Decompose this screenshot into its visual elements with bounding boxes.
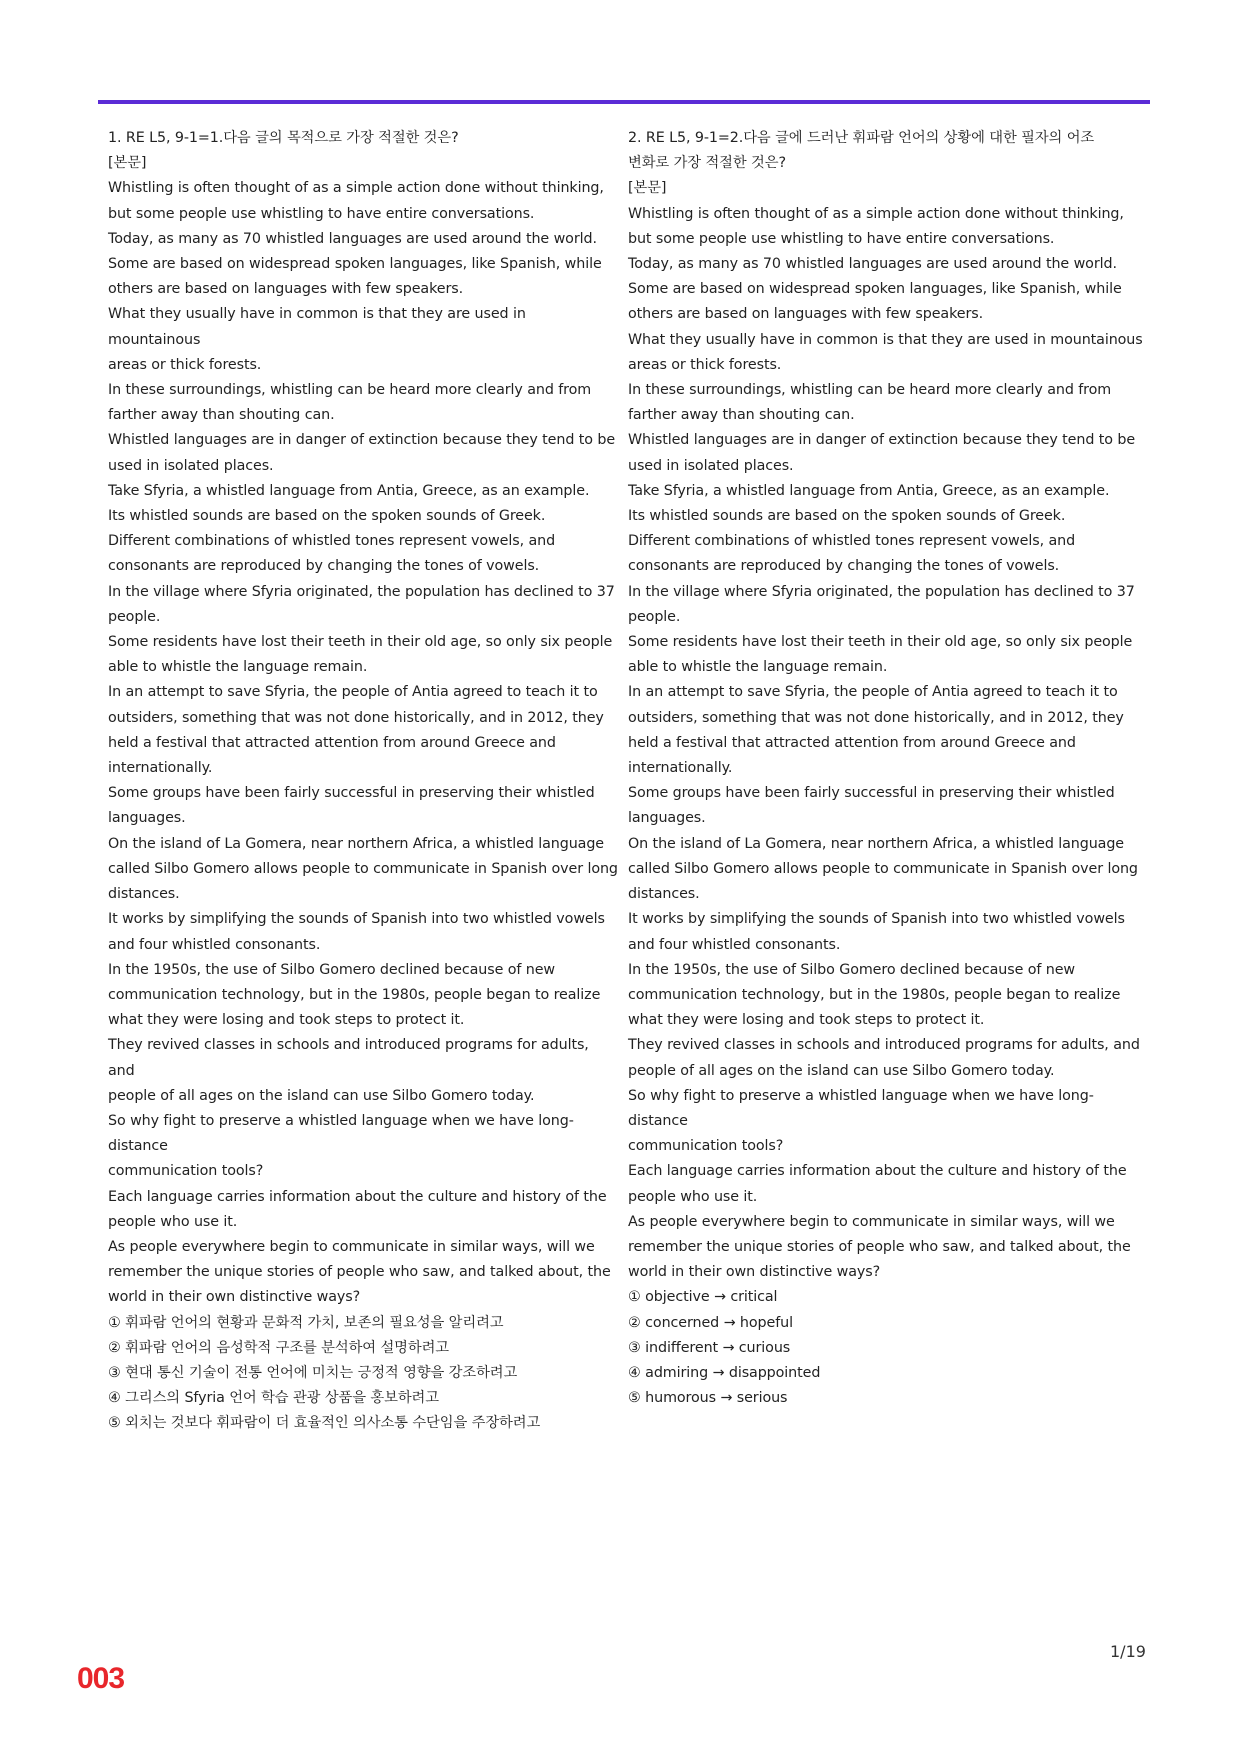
passage-line: communication tools?	[628, 1138, 784, 1155]
passage-line: Some groups have been fairly successful in preserving their whistled	[108, 785, 595, 802]
passage-line: In the 1950s, the use of Silbo Gomero declined because of new	[108, 961, 555, 978]
passage-line: Whistled languages are in danger of extinction because they tend to be	[628, 432, 1136, 449]
passage-line: others are based on languages with few speakers.	[108, 281, 464, 298]
passage-line: what they were losing and took steps to protect it.	[108, 1012, 465, 1029]
question-1	[108, 126, 618, 1437]
passage-line: remember the unique stories of people who saw, and talked about, the	[628, 1238, 1131, 1255]
page-number: 1/19	[1110, 1642, 1146, 1661]
passage-line: remember the unique stories of people who saw, and talked about, the	[108, 1264, 611, 1281]
passage-line: communication technology, but in the 1980s, people began to realize	[628, 986, 1121, 1003]
passage-line: Different combinations of whistled tones represent vowels, and	[628, 533, 1076, 550]
passage-line: In an attempt to save Sfyria, the people of Antia agreed to teach it to	[108, 684, 598, 701]
passage-line: areas or thick forests.	[108, 356, 262, 373]
answer-choice[interactable]: ⑤ 외치는 것보다 휘파람이 더 효율적인 의사소통 수단임을 주장하려고	[108, 1415, 541, 1432]
passage-line: Each language carries information about the culture and history of the	[628, 1163, 1127, 1180]
page-code: 003	[77, 1662, 125, 1695]
answer-choices	[108, 1311, 618, 1437]
answer-choice[interactable]: ② concerned → hopeful	[628, 1314, 793, 1331]
passage-line: In these surroundings, whistling can be heard more clearly and from	[628, 382, 1112, 399]
passage-line: They revived classes in schools and introduced programs for adults, and	[108, 1037, 594, 1079]
passage-line: In these surroundings, whistling can be heard more clearly and from	[108, 382, 592, 399]
passage-line: Each language carries information about the culture and history of the	[108, 1188, 607, 1205]
passage-line: Today, as many as 70 whistled languages are used around the world.	[628, 256, 1117, 273]
passage-line: people who use it.	[108, 1213, 238, 1230]
passage-line: In an attempt to save Sfyria, the people of Antia agreed to teach it to	[628, 684, 1118, 701]
passage-line: In the 1950s, the use of Silbo Gomero declined because of new	[628, 961, 1075, 978]
passage-line: languages.	[108, 810, 186, 827]
passage-line: areas or thick forests.	[628, 356, 782, 373]
passage-line: people who use it.	[628, 1188, 758, 1205]
passage-line: They revived classes in schools and introduced programs for adults, and	[628, 1037, 1140, 1054]
answer-choice[interactable]: ③ 현대 통신 기술이 전통 언어에 미치는 긍정적 영향을 강조하려고	[108, 1364, 518, 1381]
passage	[108, 176, 618, 1310]
passage-line: Some residents have lost their teeth in their old age, so only six people	[628, 634, 1133, 651]
question-2	[628, 126, 1148, 1411]
top-accent-rule	[98, 100, 1150, 104]
passage-line: In the village where Sfyria originated, the population has declined to 37	[108, 583, 615, 600]
passage-line: internationally.	[628, 760, 733, 777]
passage-line: and four whistled consonants.	[108, 936, 321, 953]
passage-line: Take Sfyria, a whistled language from Antia, Greece, as an example.	[628, 482, 1110, 499]
passage-line: used in isolated places.	[628, 457, 794, 474]
answer-choice[interactable]: ④ admiring → disappointed	[628, 1364, 821, 1381]
passage-line: So why fight to preserve a whistled language when we have long-distance	[628, 1087, 1094, 1129]
answer-choice[interactable]: ① 휘파람 언어의 현황과 문화적 가치, 보존의 필요성을 알리려고	[108, 1314, 504, 1331]
answer-choice[interactable]: ② 휘파람 언어의 음성학적 구조를 분석하여 설명하려고	[108, 1339, 450, 1356]
passage-line: As people everywhere begin to communicate in similar ways, will we	[108, 1238, 595, 1255]
passage-line: What they usually have in common is that they are used in mountainous	[628, 331, 1143, 348]
answer-choice[interactable]: ④ 그리스의 Sfyria 언어 학습 관광 상품을 홍보하려고	[108, 1390, 439, 1407]
passage-line: Whistling is often thought of as a simple action done without thinking,	[108, 180, 604, 197]
passage-line: In the village where Sfyria originated, the population has declined to 37	[628, 583, 1135, 600]
passage-line: held a festival that attracted attention from around Greece and	[108, 734, 556, 751]
passage-line: outsiders, something that was not done historically, and in 2012, they	[628, 709, 1124, 726]
passage-line: farther away than shouting can.	[108, 407, 335, 424]
passage-line: Some are based on widespread spoken languages, like Spanish, while	[108, 256, 602, 273]
passage	[628, 202, 1148, 1286]
passage-line: Different combinations of whistled tones represent vowels, and	[108, 533, 556, 550]
passage-line: what they were losing and took steps to protect it.	[628, 1012, 985, 1029]
answer-choices	[628, 1285, 1148, 1411]
passage-line: Some are based on widespread spoken languages, like Spanish, while	[628, 281, 1122, 298]
passage-line: communication tools?	[108, 1163, 264, 1180]
passage-line: called Silbo Gomero allows people to communicate in Spanish over long	[628, 860, 1138, 877]
passage-line: Some groups have been fairly successful in preserving their whistled	[628, 785, 1115, 802]
passage-line: people of all ages on the island can use Silbo Gomero today.	[628, 1062, 1055, 1079]
passage-line: Whistled languages are in danger of extinction because they tend to be	[108, 432, 616, 449]
passage-line: people.	[628, 608, 681, 625]
passage-line: consonants are reproduced by changing the tones of vowels.	[108, 558, 540, 575]
passage-line: Whistling is often thought of as a simple action done without thinking,	[628, 205, 1124, 222]
passage-line: and four whistled consonants.	[628, 936, 841, 953]
question-title: 2. RE L5, 9-1=2.다음 글에 드러난 휘파람 언어의 상황에 대한 필자의 어조 변화로 가장 적절한 것은?	[628, 130, 1095, 172]
passage-line: communication technology, but in the 1980s, people began to realize	[108, 986, 601, 1003]
passage-line: On the island of La Gomera, near northern Africa, a whistled language	[108, 835, 604, 852]
passage-line: Some residents have lost their teeth in their old age, so only six people	[108, 634, 613, 651]
passage-line: but some people use whistling to have entire conversations.	[108, 205, 535, 222]
passage-line: people.	[108, 608, 161, 625]
passage-line: distances.	[108, 886, 180, 903]
passage-line: able to whistle the language remain.	[628, 659, 888, 676]
passage-line: people of all ages on the island can use Silbo Gomero today.	[108, 1087, 535, 1104]
passage-line: able to whistle the language remain.	[108, 659, 368, 676]
passage-line: outsiders, something that was not done historically, and in 2012, they	[108, 709, 604, 726]
passage-line: world in their own distinctive ways?	[628, 1264, 881, 1281]
passage-line: On the island of La Gomera, near northern Africa, a whistled language	[628, 835, 1124, 852]
passage-line: Its whistled sounds are based on the spoken sounds of Greek.	[628, 508, 1066, 525]
passage-line: So why fight to preserve a whistled language when we have long-distance	[108, 1112, 574, 1155]
answer-choice[interactable]: ③ indifferent → curious	[628, 1339, 791, 1356]
passage-line: but some people use whistling to have entire conversations.	[628, 230, 1055, 247]
passage-line: others are based on languages with few speakers.	[628, 306, 984, 323]
passage-line: held a festival that attracted attention from around Greece and	[628, 734, 1076, 751]
answer-choice[interactable]: ① objective → critical	[628, 1289, 778, 1306]
question-title: 1. RE L5, 9-1=1.다음 글의 목적으로 가장 적절한 것은?	[108, 130, 459, 146]
passage-line: As people everywhere begin to communicate in similar ways, will we	[628, 1213, 1115, 1230]
passage-line: farther away than shouting can.	[628, 407, 855, 424]
passage-line: Take Sfyria, a whistled language from Antia, Greece, as an example.	[108, 482, 590, 499]
passage-line: languages.	[628, 810, 706, 827]
passage-line: It works by simplifying the sounds of Spanish into two whistled vowels	[108, 911, 605, 928]
passage-line: internationally.	[108, 760, 213, 777]
passage-line: distances.	[628, 886, 700, 903]
passage-line: What they usually have in common is that they are used in mountainous	[108, 306, 531, 348]
answer-choice[interactable]: ⑤ humorous → serious	[628, 1390, 788, 1407]
passage-line: world in their own distinctive ways?	[108, 1289, 361, 1306]
passage-line: consonants are reproduced by changing the tones of vowels.	[628, 558, 1060, 575]
passage-line: Its whistled sounds are based on the spoken sounds of Greek.	[108, 508, 546, 525]
passage-line: called Silbo Gomero allows people to communicate in Spanish over long	[108, 860, 618, 877]
passage-line: used in isolated places.	[108, 457, 274, 474]
passage-line: Today, as many as 70 whistled languages are used around the world.	[108, 230, 597, 247]
passage-line: It works by simplifying the sounds of Spanish into two whistled vowels	[628, 911, 1125, 928]
passage-tag: [본문]	[108, 155, 147, 172]
passage-tag: [본문]	[628, 180, 667, 197]
